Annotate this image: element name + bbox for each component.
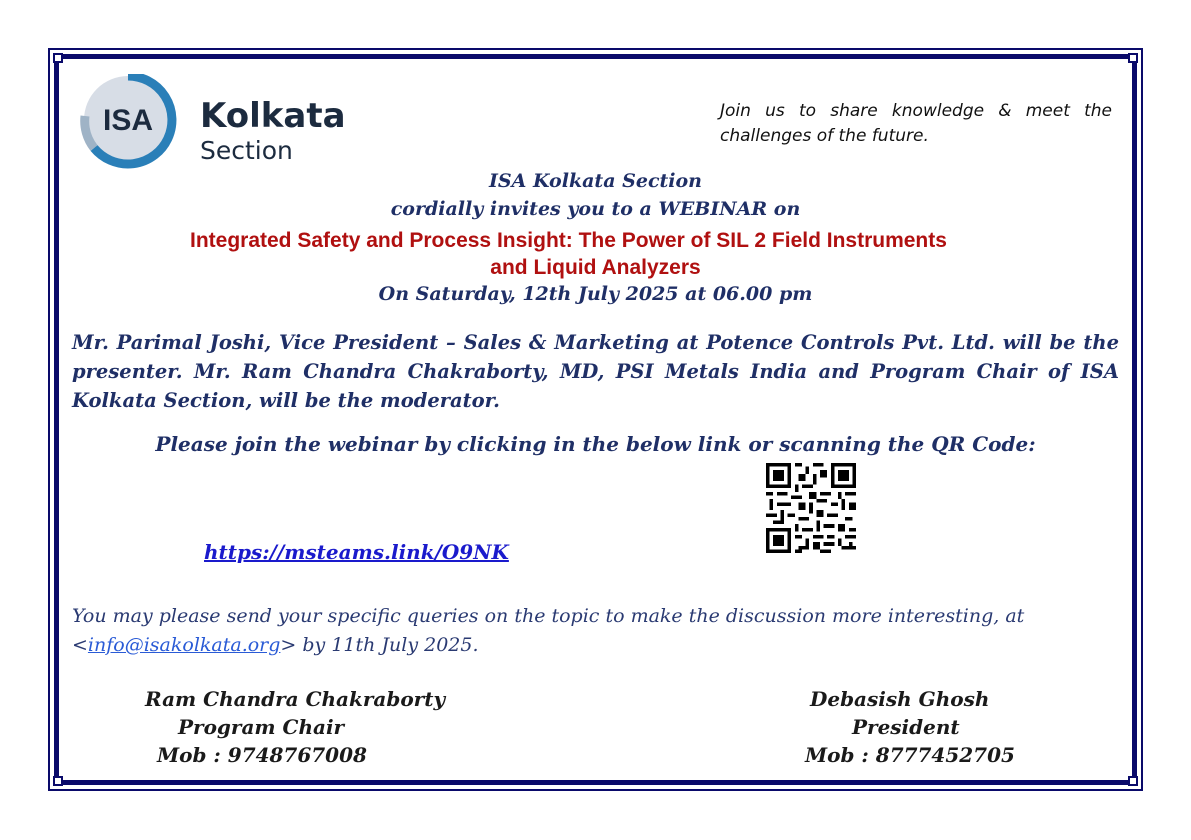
signatory-name: Debasish Ghosh [810, 687, 990, 711]
signatory-mobile: Mob : 8777452705 [805, 743, 1015, 767]
signatory-mobile: Mob : 9748767008 [157, 743, 367, 767]
isa-kolkata-logo [80, 74, 370, 174]
logo-word-kolkata: Kolkata [200, 96, 346, 136]
tagline: Join us to share knowledge & meet the challenges of the future. [720, 101, 1112, 146]
queries-text-after: > by 11th July 2025. [280, 634, 479, 656]
logo-badge-text: ISA [102, 104, 154, 137]
webinar-date: On Saturday, 12th July 2025 at 06.00 pm [378, 283, 813, 305]
corner-ornament [1128, 776, 1138, 786]
signatory-role: Program Chair [178, 715, 345, 739]
webinar-title-line2: and Liquid Analyzers [490, 256, 701, 279]
corner-ornament [53, 776, 63, 786]
presenters-paragraph: Mr. Parimal Joshi, Vice President – Sales & Marketing at Potence Controls Pvt. Ltd. will be the presenter. Mr. Ram Chandra Chakraborty, MD, PSI Metals India and Program Chair of ISA Kolkata Section, will be the moderator. [72, 331, 1119, 412]
corner-ornament [53, 53, 63, 63]
corner-ornament [1128, 53, 1138, 63]
logo-word-section: Section [200, 136, 293, 165]
invitation-line: cordially invites you to a WEBINAR on [390, 198, 801, 220]
signatory-role: President [852, 715, 960, 739]
queries-text-before: You may please send your specific queries on the topic to make the discussion more interesting, at < [72, 605, 1025, 656]
webinar-link[interactable]: https://msteams.link/O9NK [204, 540, 509, 564]
join-instruction: Please join the webinar by clicking in the below link or scanning the QR Code: [155, 432, 1036, 456]
org-name: ISA Kolkata Section [489, 170, 702, 192]
queries-paragraph [72, 602, 1132, 660]
isa-logo-icon [80, 74, 180, 174]
signatory-name: Ram Chandra Chakraborty [145, 687, 446, 711]
qr-code-icon[interactable] [766, 463, 856, 553]
contact-email-link[interactable]: info@isakolkata.org [87, 634, 281, 656]
webinar-title-line1: Integrated Safety and Process Insight: The Power of SIL 2 Field Instruments [190, 229, 947, 252]
